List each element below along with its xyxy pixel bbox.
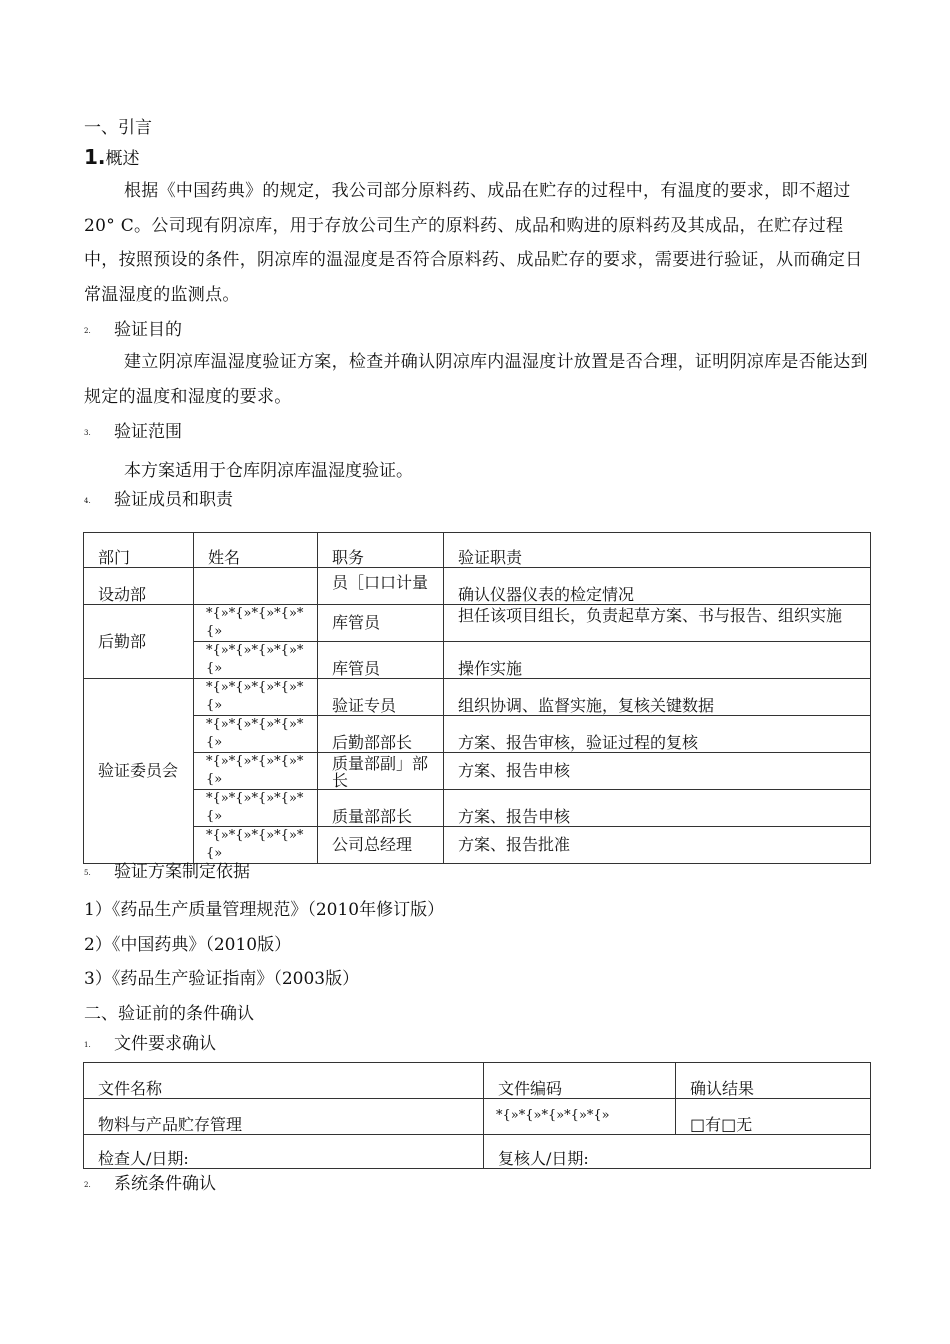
heading-system-check: 系统条件确认	[114, 1174, 216, 1194]
duty-cell: 方案、报告审核，验证过程的复核	[444, 716, 871, 753]
heading-scope: 验证范围	[114, 422, 182, 442]
header-result: 确认结果	[676, 1063, 871, 1099]
dept-cell: 设动部	[84, 568, 194, 605]
name-cell: *{»*{»*{»*{»*{»	[194, 716, 318, 753]
header-title: 职务	[318, 533, 444, 568]
title-cell: 质量部副」部长	[318, 753, 444, 790]
table-row	[84, 1135, 871, 1169]
dept-cell: 后勤部	[84, 605, 194, 679]
title-cell: 公司总经理	[318, 827, 444, 864]
heading-number: 1.	[84, 1041, 91, 1049]
name-cell: *{»*{»*{»*{»*{»	[194, 642, 318, 679]
table-row	[84, 790, 871, 827]
title-cell: 质量部部长	[318, 790, 444, 827]
duty-cell: 组织协调、监督实施，复核关键数据	[444, 679, 871, 716]
result-checkbox-cell[interactable]: □有□无	[676, 1099, 871, 1135]
table-row	[84, 679, 871, 716]
title-cell: 后勤部部长	[318, 716, 444, 753]
table-row	[84, 1099, 871, 1135]
table-row	[84, 568, 871, 605]
heading-number: 1.	[84, 145, 106, 169]
duty-cell: 方案、报告批准	[444, 827, 871, 864]
table-row	[84, 716, 871, 753]
section-2-title: 二、验证前的条件确认	[84, 1004, 254, 1024]
dept-cell: 验证委员会	[84, 679, 194, 864]
header-doc-code: 文件编码	[484, 1063, 676, 1099]
members-table	[83, 532, 871, 864]
title-cell: 库管员	[318, 605, 444, 642]
name-cell	[194, 568, 318, 605]
heading-number: 3.	[84, 429, 91, 437]
heading-text: 概述	[105, 149, 140, 169]
table-row	[84, 642, 871, 679]
title-cell: 验证专员	[318, 679, 444, 716]
table-row	[84, 753, 871, 790]
paragraph-scope: 本方案适用于仓库阴凉库温湿度验证。	[124, 461, 413, 481]
table-header-row	[84, 1063, 871, 1099]
heading-number: 2.	[84, 327, 91, 335]
header-dept: 部门	[84, 533, 194, 568]
reviewer-cell: 复核人/日期:	[484, 1135, 871, 1169]
paragraph-overview: 根据《中国药典》的规定，我公司部分原料药、成品在贮存的过程中，有温度的要求，即不超过20° C。公司现有阴凉库，用于存放公司生产的原料药、成品和购进的原料药及其成品，在贮存过程中，按照预设的条件，阴凉库的温湿度是否符合原料药、成品贮存的要求，需要进行验证，从而确定日常温湿度的监测点。	[84, 181, 863, 305]
table-row	[84, 605, 871, 642]
duty-cell: 方案、报告申核	[444, 790, 871, 827]
heading-basis: 验证方案制定依据	[114, 862, 250, 882]
duty-cell: 确认仪器仪表的检定情况	[444, 568, 871, 605]
header-doc-name: 文件名称	[84, 1063, 484, 1099]
reference-item: 3）《药品生产验证指南》（2003版）	[84, 969, 360, 989]
heading-number: 5.	[84, 869, 91, 877]
name-cell: *{»*{»*{»*{»*{»	[194, 605, 318, 642]
paragraph-purpose: 建立阴凉库温湿度验证方案，检查并确认阴凉库内温湿度计放置是否合理，证明阴凉库是否能达到规定的温度和湿度的要求。	[84, 352, 868, 407]
name-cell: *{»*{»*{»*{»*{»	[194, 790, 318, 827]
heading-doc-check: 文件要求确认	[114, 1034, 216, 1054]
heading-overview	[84, 147, 140, 169]
reference-item: 2）《中国药典》（2010版）	[84, 935, 292, 955]
checker-cell: 检查人/日期:	[84, 1135, 484, 1169]
header-duty: 验证职责	[444, 533, 871, 568]
doc-code-cell: *{»*{»*{»*{»*{»	[484, 1099, 676, 1135]
title-cell: 库管员	[318, 642, 444, 679]
header-name: 姓名	[194, 533, 318, 568]
heading-number: 2.	[84, 1181, 91, 1189]
name-cell: *{»*{»*{»*{»*{»	[194, 679, 318, 716]
duty-cell: 担任该项目组长，负责起草方案、书与报告、组织实施	[444, 605, 871, 642]
name-cell: *{»*{»*{»*{»*{»	[194, 753, 318, 790]
reference-item: 1）《药品生产质量管理规范》（2010年修订版）	[84, 900, 445, 920]
section-1-title: 一、引言	[84, 118, 152, 138]
heading-purpose: 验证目的	[114, 320, 182, 340]
title-cell: 员［口口计量	[318, 568, 444, 605]
duty-cell: 方案、报告申核	[444, 753, 871, 790]
heading-number: 4.	[84, 497, 91, 505]
documents-table	[83, 1062, 871, 1169]
table-header-row	[84, 533, 871, 568]
duty-cell: 操作实施	[444, 642, 871, 679]
doc-name-cell: 物料与产品贮存管理	[84, 1099, 484, 1135]
heading-members: 验证成员和职责	[114, 490, 233, 510]
table-row	[84, 827, 871, 864]
name-cell: *{»*{»*{»*{»*{»	[194, 827, 318, 864]
